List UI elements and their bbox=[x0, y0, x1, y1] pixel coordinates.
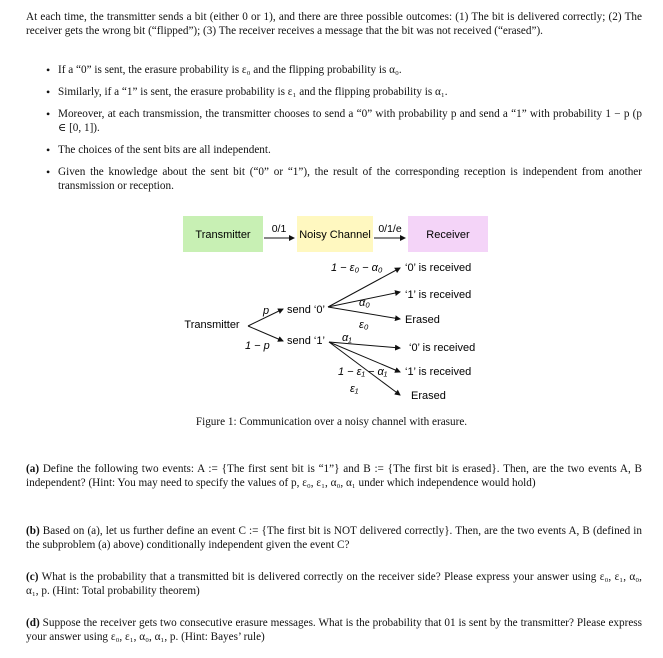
bullet-dot: • bbox=[46, 143, 51, 157]
channel-figure bbox=[0, 208, 663, 418]
question-a bbox=[26, 462, 642, 490]
outcome-1-received: ‘1’ is received bbox=[405, 366, 472, 378]
prob-1-flip: α₁ bbox=[342, 332, 352, 344]
question-d-text: Suppose the receiver gets two consecutive erasure messages. What is the probability that 01 is sent by the transmitter? Please express your answer using ε₀, ε₁, α₀, α₁, p. (Hint: Bayes’ rule) bbox=[26, 617, 642, 644]
prob-1-correct: 1 − ε₁ − α₁ bbox=[338, 366, 388, 378]
question-b-label: (b) bbox=[26, 525, 40, 537]
prob-0-correct: 1 − ε₀ − α₀ bbox=[331, 262, 383, 274]
question-a-text: Define the following two events: A := {The first sent bit is “1”} and B := {The first bit is erased}. Then, are the two events A, B independent? (Hint: You may need to specify the values of p, ε₀, ε₁, α₀, α₁ under which independence would hold) bbox=[26, 463, 642, 490]
arrow1-label: 0/1 bbox=[271, 223, 287, 235]
transmitter-box-label: Transmitter bbox=[195, 229, 251, 241]
question-a-label: (a) bbox=[26, 463, 40, 475]
prob-0-erase: ε₀ bbox=[359, 319, 369, 331]
bullet-item: Moreover, at each transmission, the transmitter chooses to send a “0” with probability p and send a “1” with probability 1 − p (p ∈ [0, 1]). bbox=[58, 108, 642, 135]
bullet-dot: • bbox=[46, 107, 51, 121]
question-c bbox=[26, 570, 642, 598]
tree-root-label: Transmitter bbox=[184, 319, 240, 331]
prob-1-erase: ε₁ bbox=[350, 383, 359, 395]
send1-label: send ‘1’ bbox=[287, 335, 325, 347]
bullet-item: Given the knowledge about the sent bit (“0” or “1”), the result of the corresponding reception is independent from another transmission or reception. bbox=[58, 166, 642, 193]
arrow2-label: 0/1/e bbox=[378, 223, 402, 235]
receiver-box-label: Receiver bbox=[426, 229, 470, 241]
question-c-label: (c) bbox=[26, 571, 39, 583]
figure-caption: Figure 1: Communication over a noisy channel with erasure. bbox=[195, 416, 468, 428]
noisy-channel-label: Noisy Channel bbox=[299, 229, 371, 241]
outcome-erased: Erased bbox=[411, 390, 446, 402]
bullet-dot: • bbox=[46, 63, 51, 77]
outcome-1-received: ‘1’ is received bbox=[405, 289, 472, 301]
question-c-text: What is the probability that a transmitted bit is delivered correctly on the receiver side? Please express your answer using ε₀, ε₁, α₀, α₁, p. (Hint: Total probability theorem) bbox=[26, 571, 642, 598]
prob-one-minus-p: 1 − p bbox=[245, 340, 270, 352]
send0-label: send ‘0’ bbox=[287, 304, 325, 316]
bullet-item: Similarly, if a “1” is sent, the erasure probability is ε₁ and the flipping probability is α₁. bbox=[58, 86, 448, 98]
question-b-text: Based on (a), let us further define an event C := {The first bit is NOT delivered correctly}. Then, are the two events A, B (defined in the subproblem (a) above) conditionally independent given the event C? bbox=[26, 525, 642, 552]
outcome-0-received: ‘0’ is received bbox=[405, 262, 472, 274]
bullet-dot: • bbox=[46, 85, 51, 99]
prob-p: p bbox=[263, 305, 270, 317]
branch-1-flip bbox=[329, 342, 400, 348]
outcome-erased: Erased bbox=[405, 314, 440, 326]
question-d-label: (d) bbox=[26, 617, 40, 629]
outcome-0-received: ‘0’ is received bbox=[409, 342, 476, 354]
question-b bbox=[26, 524, 642, 552]
branch-send1 bbox=[248, 326, 283, 341]
prob-0-flip: α₀ bbox=[359, 297, 370, 309]
bullet-item: If a “0” is sent, the erasure probability is ε₀ and the flipping probability is α₀. bbox=[58, 64, 402, 76]
question-d bbox=[26, 616, 642, 644]
intro-paragraph: At each time, the transmitter sends a bit (either 0 or 1), and there are three possible outcomes: (1) The bit is delivered correctly; (2) The receiver gets the wrong bit (“flipped”); (3) The receiver receives a message that the bit was not received (“erased”). bbox=[26, 11, 642, 38]
bullet-item: The choices of the sent bits are all independent. bbox=[58, 144, 271, 156]
bullet-dot: • bbox=[46, 165, 51, 179]
